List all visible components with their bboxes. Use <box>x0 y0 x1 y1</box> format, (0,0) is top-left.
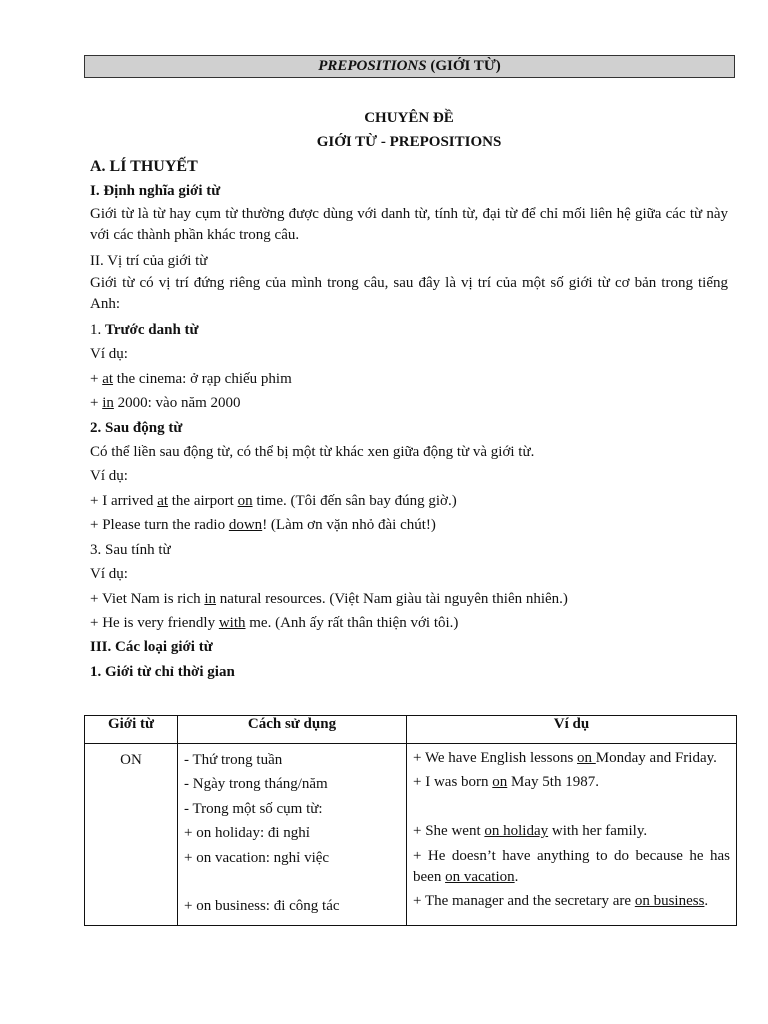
example-text: . <box>704 892 709 909</box>
example-text: + The manager and the secretary are <box>413 892 635 909</box>
preposition-table <box>84 715 737 926</box>
position-3-heading: 3. Sau tính từ <box>90 541 171 558</box>
table-example <box>413 891 730 912</box>
preposition-word: ON <box>120 752 142 768</box>
usage-item: - Thứ trong tuần <box>184 752 283 768</box>
example-text: + She went <box>413 823 485 840</box>
position-1-number: 1. <box>90 322 105 339</box>
preposition-underlined: on holiday <box>484 823 549 840</box>
subsection-time-heading: 1. Giới từ chỉ thời gian <box>90 663 235 680</box>
usage-cell <box>178 744 407 926</box>
section-3-heading: III. Các loại giới từ <box>90 639 213 656</box>
table-example <box>413 748 730 769</box>
column-header: Ví dụ <box>407 716 737 744</box>
preposition-underlined: in <box>204 590 217 607</box>
definition-paragraph: Giới từ là từ hay cụm từ thường được dùng với danh từ, tính từ, đại từ để chỉ mối liên hệ giữa các từ này với các thành phần khác trong câu. <box>90 205 728 243</box>
document-body <box>90 106 728 684</box>
topic-subtitle: GIỚI TỪ - PREPOSITIONS <box>316 134 502 151</box>
example-text: + He doesn’t have anything to do because he has been <box>413 847 730 885</box>
example-line <box>90 611 728 635</box>
example-line <box>90 587 728 611</box>
example-line <box>90 391 728 415</box>
header-title-italic: PREPOSITIONS <box>318 58 427 74</box>
preposition-underlined: at <box>157 492 169 509</box>
example-text: . <box>514 868 519 885</box>
section-2-heading: II. Vị trí của giới từ <box>90 252 208 269</box>
preposition-underlined: on <box>237 492 253 509</box>
position-2-heading: 2. Sau động từ <box>90 419 183 436</box>
table-row <box>85 744 737 926</box>
example-text: + I was born <box>413 774 493 791</box>
table-example <box>413 846 730 888</box>
example-text: ! (Làm ơn vặn nhỏ đài chút!) <box>262 517 436 534</box>
column-header: Giới từ <box>85 716 178 744</box>
example-line <box>90 489 728 513</box>
usage-item: + on business: đi công tác <box>184 898 340 915</box>
preposition-cell <box>85 744 178 926</box>
usage-spacer <box>184 870 400 894</box>
topic-heading: CHUYÊN ĐỀ <box>364 110 454 126</box>
example-text: the cinema: ở rạp chiếu phim <box>113 370 292 387</box>
example-text: + Viet Nam is rich <box>90 590 205 607</box>
example-label: Ví dụ: <box>90 566 128 583</box>
usage-item: + on vacation: nghỉ việc <box>184 849 330 866</box>
preposition-underlined: on <box>492 774 508 791</box>
preposition-underlined: at <box>102 370 114 387</box>
example-cell <box>407 744 737 926</box>
table-example <box>413 772 730 793</box>
position-1-heading <box>90 318 728 342</box>
example-text: 2000: vào năm 2000 <box>113 395 241 412</box>
example-text: me. (Anh ấy rất thân thiện với tôi.) <box>245 614 459 631</box>
preposition-underlined: in <box>102 395 114 412</box>
example-prefix: + <box>90 370 103 387</box>
example-text: + I arrived <box>90 492 158 509</box>
preposition-underlined: on vacation <box>445 868 515 885</box>
example-text: May 5th 1987. <box>507 774 599 791</box>
position-1-title: Trước danh từ <box>105 322 199 339</box>
example-text: the airport <box>168 492 238 509</box>
example-text: + He is very friendly <box>90 614 219 631</box>
section-a-heading: A. LÍ THUYẾT <box>90 157 198 175</box>
example-label: Ví dụ: <box>90 468 128 485</box>
position-intro-paragraph: Giới từ có vị trí đứng riêng của mình trong câu, sau đây là vị trí của một số giới từ cơ bản trong tiếng Anh: <box>90 275 728 313</box>
preposition-underlined: with <box>218 614 246 631</box>
example-label: Ví dụ: <box>90 346 128 363</box>
usage-item: - Trong một số cụm từ: <box>184 800 323 817</box>
example-text: + We have English lessons <box>413 750 578 766</box>
preposition-underlined: down <box>228 517 263 534</box>
preposition-underlined: on <box>577 750 596 766</box>
example-line <box>90 367 728 391</box>
table-header-row <box>85 716 737 744</box>
example-prefix: + <box>90 395 103 412</box>
example-line <box>90 513 728 537</box>
usage-item: + on holiday: đi nghỉ <box>184 825 310 842</box>
example-text: natural resources. (Việt Nam giàu tài nguyên thiên nhiên.) <box>216 590 568 607</box>
example-text: Monday and Friday. <box>595 750 717 766</box>
usage-item: - Ngày trong tháng/năm <box>184 776 328 793</box>
column-header: Cách sử dụng <box>178 716 407 744</box>
header-title-rest: (GIỚI TỪ) <box>426 58 501 74</box>
example-text: with her family. <box>548 823 648 840</box>
preposition-underlined: on business <box>634 892 705 909</box>
section-1-heading: I. Định nghĩa giới từ <box>90 183 221 200</box>
example-spacer <box>413 797 730 821</box>
example-text: + Please turn the radio <box>90 517 229 534</box>
page-header <box>84 55 735 78</box>
table-example <box>413 821 730 842</box>
example-text: time. (Tôi đến sân bay đúng giờ.) <box>252 492 457 509</box>
position-2-description: Có thể liền sau động từ, có thể bị một từ khác xen giữa động từ và giới từ. <box>90 444 535 461</box>
